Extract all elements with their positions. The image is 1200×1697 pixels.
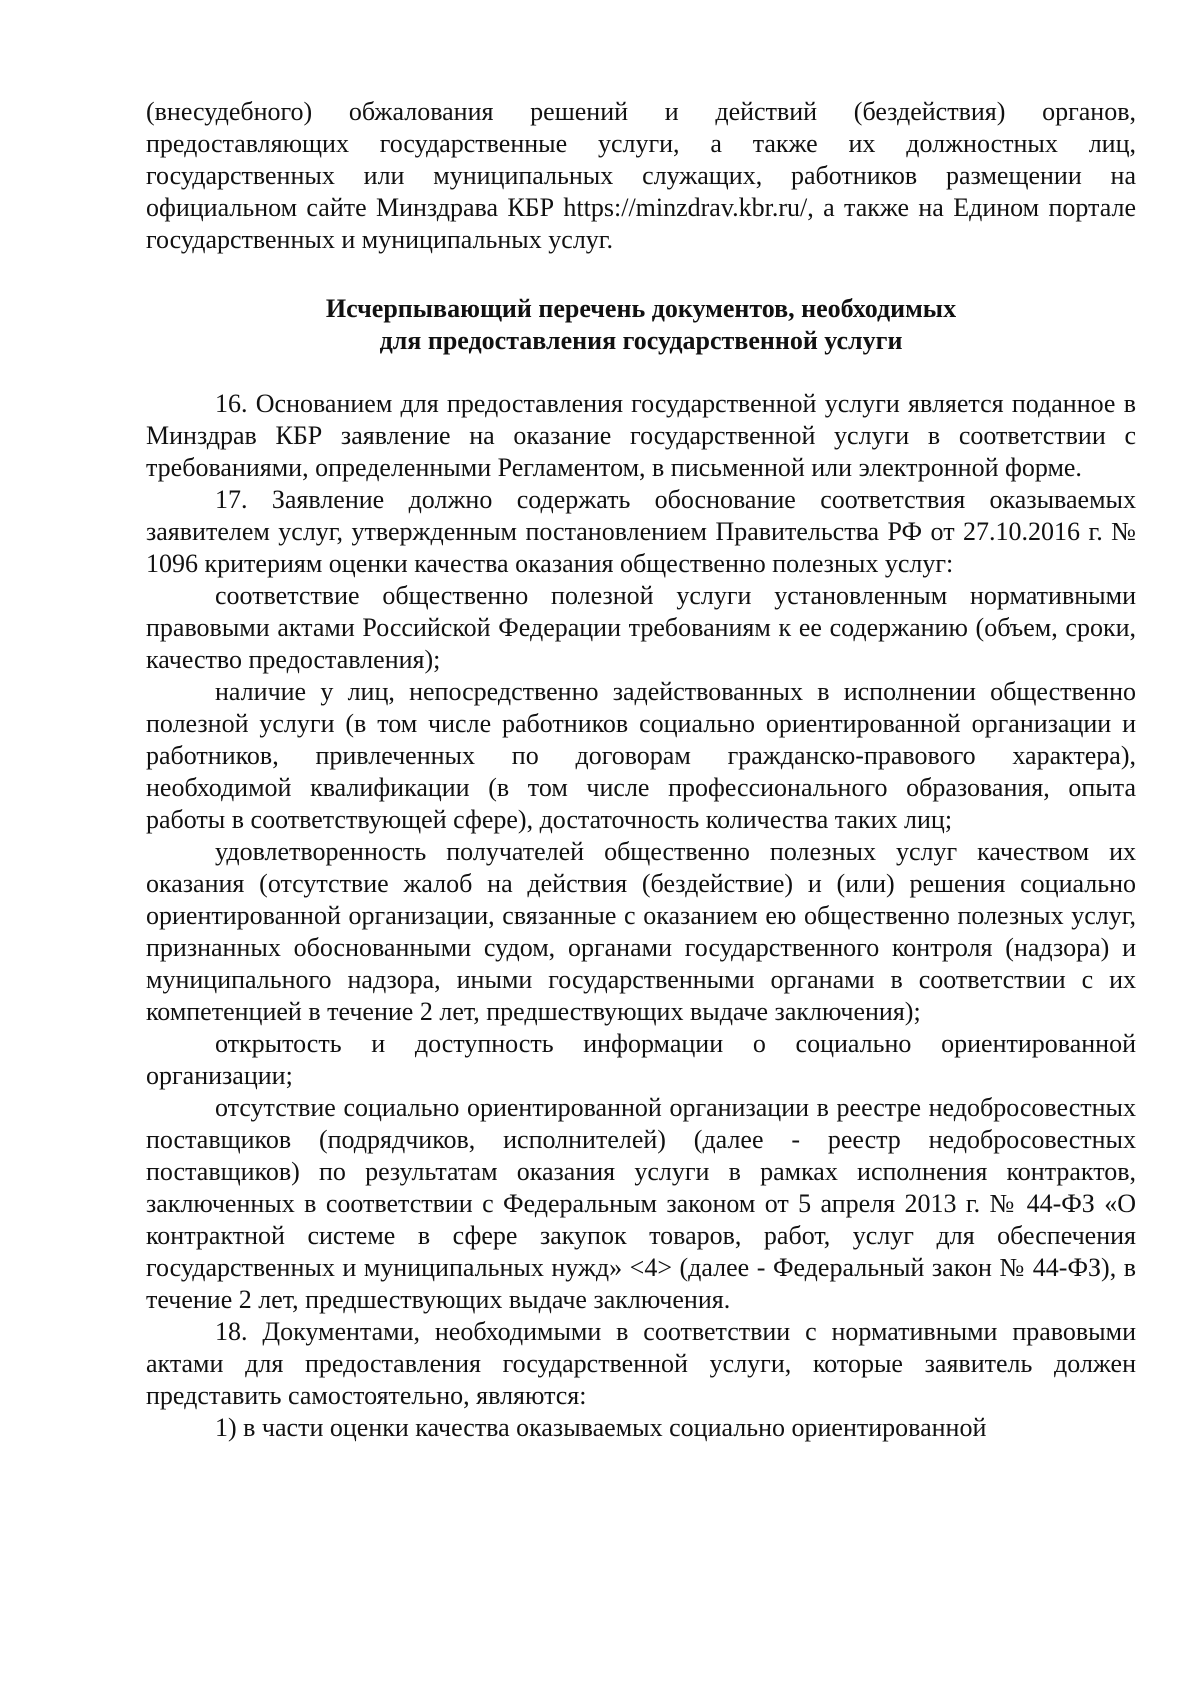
intro-paragraph: (внесудебного) обжалования решений и действий (бездействия) органов, предоставляющих государственные услуги, а также их должностных лиц, государственных или муниципальных служащих, работников размещении на официальном сайте Минздрава КБР https://minzdrav.kbr.ru/, а также на Едином портале государственных и муниципальных услуг. <box>146 97 1136 254</box>
criterion-staff-qualification: наличие у лиц, непосредственно задействованных в исполнении общественно полезной услуги (в том числе работников социально ориентированной организации и работников, привлеченных по договорам гражданско-правового характера), необходимой квалификации (в том числе профессионального образования, опыта работы в соответствующей сфере), достаточность количества таких лиц; <box>146 677 1136 834</box>
criterion-content-compliance: соответствие общественно полезной услуги установленным нормативными правовыми актами Российской Федерации требованиям к ее содержанию (объем, сроки, качество предоставления); <box>146 581 1136 674</box>
paragraph-16: 16. Основанием для предоставления государственной услуги является поданное в Минздрав КБР заявление на оказание государственной услуги в соответствии с требованиями, определенными Регламентом, в письменной или электронной форме. <box>146 389 1136 482</box>
criterion-recipient-satisfaction: удовлетворенность получателей общественно полезных услуг качеством их оказания (отсутствие жалоб на действия (бездействие) и (или) решения социально ориентированной организации, связанные с оказанием ею общественно полезных услуг, признанных обоснованными судом, органами государственного контроля (надзора) и муниципального надзора, иными государственными органами в соответствии с их компетенцией в течение 2 лет, предшествующих выдаче заключения); <box>146 837 1136 1026</box>
section-heading-line-2: для предоставления государственной услуги <box>379 326 903 355</box>
section-heading <box>146 293 1136 357</box>
intro-text-block <box>146 96 1136 256</box>
paragraph-18: 18. Документами, необходимыми в соответствии с нормативными правовыми актами для предоставления государственной услуги, которые заявитель должен представить самостоятельно, являются: <box>146 1317 1136 1410</box>
section-heading-line-1: Исчерпывающий перечень документов, необходимых <box>325 294 957 323</box>
criterion-not-in-registry: отсутствие социально ориентированной организации в реестре недобросовестных поставщиков (подрядчиков, исполнителей) (далее - реестр недобросовестных поставщиков) по результатам оказания услуги в рамках исполнения контрактов, заключенных в соответствии с Федеральным законом от 5 апреля 2013 г. № 44-ФЗ «О контрактной системе в сфере закупок товаров, работ, услуг для обеспечения государственных и муниципальных нужд» <4> (далее - Федеральный закон № 44-ФЗ), в течение 2 лет, предшествующих выдаче заключения. <box>146 1093 1136 1314</box>
paragraph-18-item-1: 1) в части оценки качества оказываемых социально ориентированной <box>215 1413 987 1442</box>
body-text-block <box>146 388 1136 1444</box>
paragraph-17: 17. Заявление должно содержать обоснование соответствия оказываемых заявителем услуг, утвержденным постановлением Правительства РФ от 27.10.2016 г. № 1096 критериям оценки качества оказания общественно полезных услуг: <box>146 485 1136 578</box>
criterion-information-openness: открытость и доступность информации о социально ориентированной организации; <box>146 1029 1136 1090</box>
